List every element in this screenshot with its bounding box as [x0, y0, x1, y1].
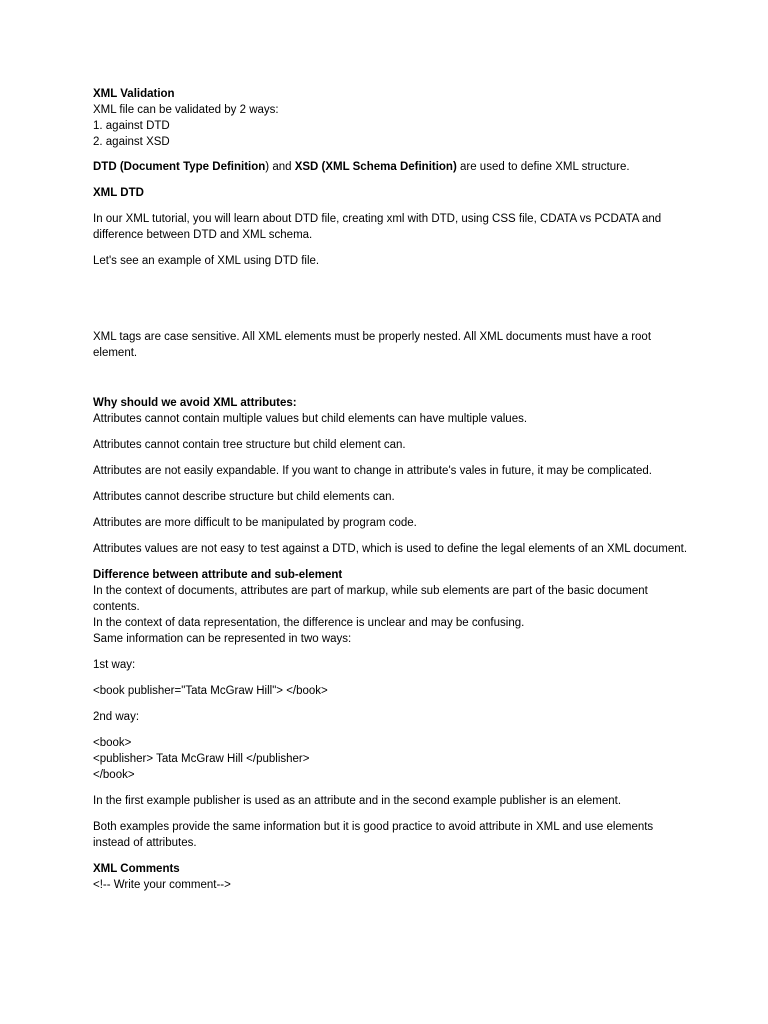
dtd-term-close: )	[265, 161, 270, 173]
second-way-code-line: </book>	[93, 769, 135, 781]
section-heading-xml-validation: XML Validation	[93, 88, 175, 100]
validation-item-xsd: 2. against XSD	[93, 136, 170, 148]
section-heading-avoid-attributes: Why should we avoid XML attributes:	[93, 397, 297, 409]
xsd-term: XSD (XML Schema Definition)	[294, 161, 457, 173]
first-way-label: 1st way:	[93, 659, 136, 671]
definition-paragraph	[93, 159, 693, 175]
list-item: Attributes are not easily expandable. If you want to change in attribute's vales in future, it may be complicated.	[93, 465, 652, 477]
difference-paragraph-2: In the context of data representation, the difference is unclear and may be confusing.	[93, 617, 525, 629]
first-way-code: <book publisher="Tata McGraw Hill"> </book>	[93, 685, 328, 697]
validation-intro: XML file can be validated by 2 ways:	[93, 104, 279, 116]
list-item: Attributes cannot contain tree structure but child element can.	[93, 439, 406, 451]
difference-paragraph-5: Both examples provide the same information but it is good practice to avoid attribute in XML and use elements instead of attributes.	[93, 821, 654, 849]
section-heading-xml-dtd: XML DTD	[93, 187, 144, 199]
list-item: Attributes cannot describe structure but child elements can.	[93, 491, 395, 503]
comment-syntax: <!-- Write your comment-->	[93, 879, 231, 891]
list-item: Attributes values are not easy to test against a DTD, which is used to define the legal elements of an XML document.	[93, 543, 688, 555]
validation-item-dtd: 1. against DTD	[93, 120, 170, 132]
section-heading-xml-comments: XML Comments	[93, 863, 180, 875]
second-way-code-line: <publisher> Tata McGraw Hill </publisher>	[93, 753, 310, 765]
xml-rules-paragraph: XML tags are case sensitive. All XML elements must be properly nested. All XML documents must have a root element.	[93, 331, 652, 359]
document-page	[93, 86, 693, 893]
section-heading-difference: Difference between attribute and sub-element	[93, 569, 343, 581]
difference-paragraph-4: In the first example publisher is used as an attribute and in the second example publisher is an element.	[93, 795, 622, 807]
definition-rest: are used to define XML structure.	[456, 161, 630, 173]
dtd-example-intro: Let's see an example of XML using DTD file.	[93, 255, 320, 267]
dtd-term: DTD (Document Type Definition	[93, 161, 266, 173]
list-item: Attributes cannot contain multiple values but child elements can have multiple values.	[93, 413, 528, 425]
list-item: Attributes are more difficult to be manipulated by program code.	[93, 517, 417, 529]
difference-paragraph-1: In the context of documents, attributes are part of markup, while sub elements are part of the basic document contents.	[93, 585, 648, 613]
second-way-label: 2nd way:	[93, 711, 140, 723]
second-way-code-line: <book>	[93, 737, 132, 749]
difference-paragraph-3: Same information can be represented in two ways:	[93, 633, 352, 645]
and-text: and	[269, 161, 295, 173]
dtd-paragraph: In our XML tutorial, you will learn about DTD file, creating xml with DTD, using CSS file, CDATA vs PCDATA and difference between DTD and XML schema.	[93, 213, 662, 241]
